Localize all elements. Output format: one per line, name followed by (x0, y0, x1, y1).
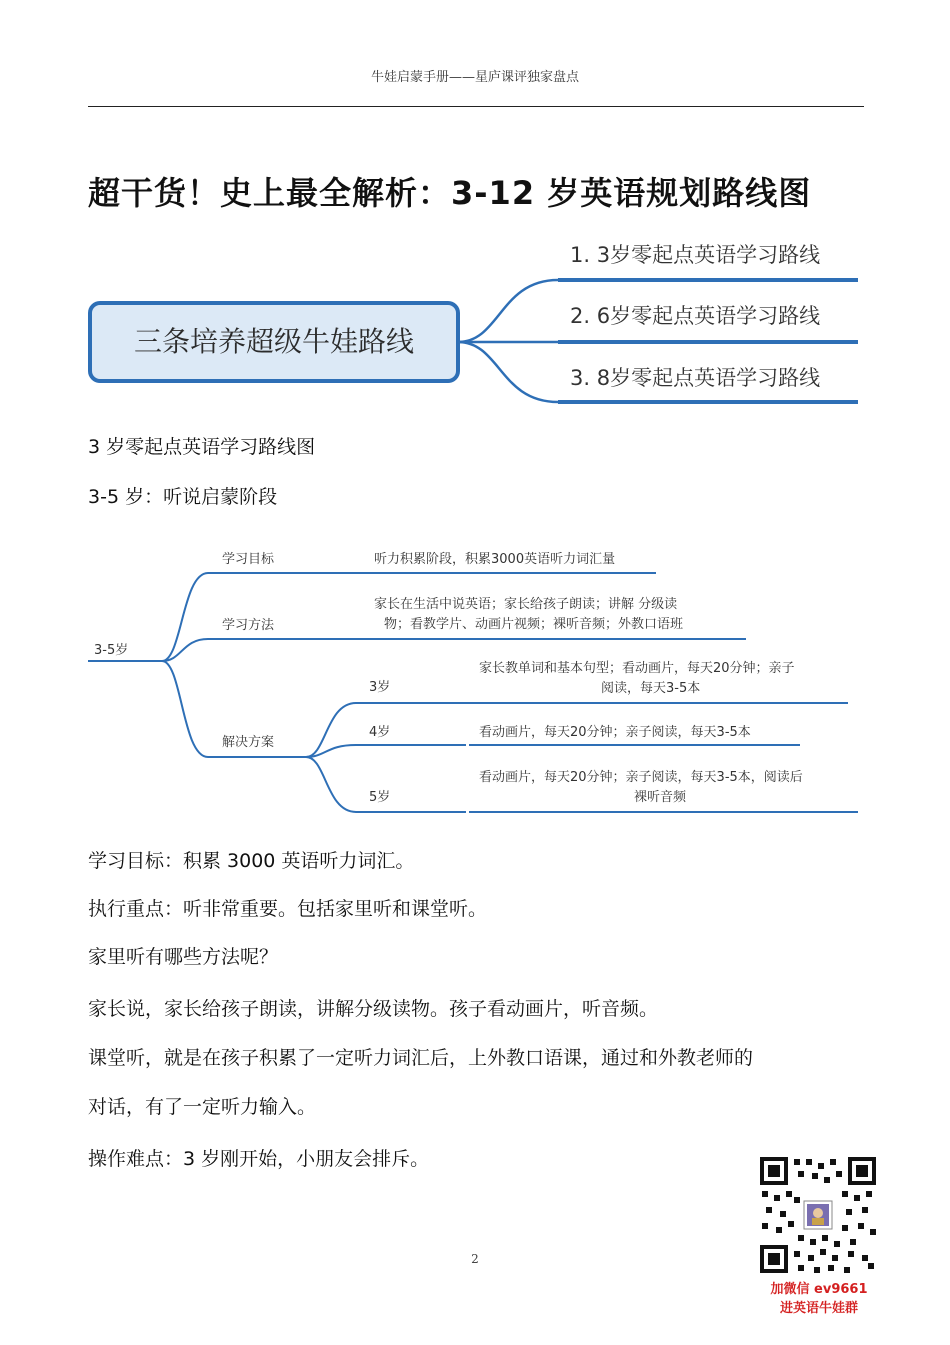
paragraph-focus: 执行重点：听非常重要。包括家里听和课堂听。 (88, 898, 488, 920)
paragraph-class-listening-1: 课堂听，就是在孩子积累了一定听力词汇后，上外教口语课，通过和外教老师的 (88, 1047, 754, 1069)
stage-age-5-line-2: 裸听音频 (634, 790, 687, 805)
paragraph-difficulty: 操作难点：3 岁刚开始，小朋友会排斥。 (88, 1148, 430, 1170)
section-heading-route: 3 岁零起点英语学习路线图 (88, 436, 316, 458)
stage-connector-solution (162, 661, 208, 757)
promo-group: 进英语牛娃群 (779, 1301, 858, 1316)
stage-age-3-line-2: 阅读，每天3-5本 (601, 681, 701, 696)
stage-age-3: 3岁 (369, 680, 391, 695)
stage-goal-label: 学习目标 (222, 552, 275, 567)
mindmap-routes (80, 225, 870, 415)
route-connector-1 (458, 280, 558, 342)
page-number: 2 (471, 1252, 479, 1266)
stage-age-5-line-1: 看动画片，每天20分钟；亲子阅读，每天3-5本，阅读后 (479, 770, 803, 785)
route-item-3: 3. 8岁零起点英语学习路线 (570, 366, 821, 390)
stage-method-line-2: 物；看教学片、动画片视频；裸听音频；外教口语班 (384, 617, 684, 632)
route-item-1: 1. 3岁零起点英语学习路线 (570, 243, 821, 267)
stage-method-label: 学习方法 (222, 618, 275, 633)
stage-age-5: 5岁 (369, 790, 391, 805)
header-divider (88, 106, 864, 107)
paragraph-class-listening-2: 对话，有了一定听力输入。 (88, 1096, 317, 1118)
page-title: 超干货！史上最全解析：3-12 岁英语规划路线图 (88, 174, 812, 212)
route-item-2: 2. 6岁零起点英语学习路线 (570, 304, 821, 328)
mindmap-stage (86, 535, 866, 825)
paragraph-home-listening: 家长说，家长给孩子朗读，讲解分级读物。孩子看动画片，听音频。 (88, 998, 659, 1020)
page-header: 牛娃启蒙手册——星庐课评独家盘点 (370, 70, 579, 85)
promo-wechat: 加微信 ev9661 (770, 1282, 868, 1297)
stage-method-line-1: 家长在生活中说英语；家长给孩子朗读；讲解 分级读 (374, 597, 678, 612)
paragraph-goal: 学习目标：积累 3000 英语听力词汇。 (88, 850, 415, 872)
mindmap-routes-root: 三条培养超级牛娃路线 (133, 325, 415, 358)
stage-root: 3-5岁 (94, 643, 129, 658)
stage-age-4-line-1: 看动画片，每天20分钟；亲子阅读，每天3-5本 (479, 725, 751, 740)
stage-solution-label: 解决方案 (222, 735, 275, 750)
stage-age-4: 4岁 (369, 725, 391, 740)
qr-code-icon (758, 1155, 878, 1275)
section-heading-stage: 3-5 岁：听说启蒙阶段 (88, 486, 278, 508)
stage-goal-text: 听力积累阶段，积累3000英语听力词汇量 (374, 552, 616, 567)
route-connector-3 (458, 342, 558, 402)
stage-age-3-line-1: 家长教单词和基本句型；看动画片，每天20分钟；亲子 (479, 661, 795, 676)
qr-code[interactable] (758, 1155, 878, 1275)
paragraph-question: 家里听有哪些方法呢？ (88, 946, 279, 968)
